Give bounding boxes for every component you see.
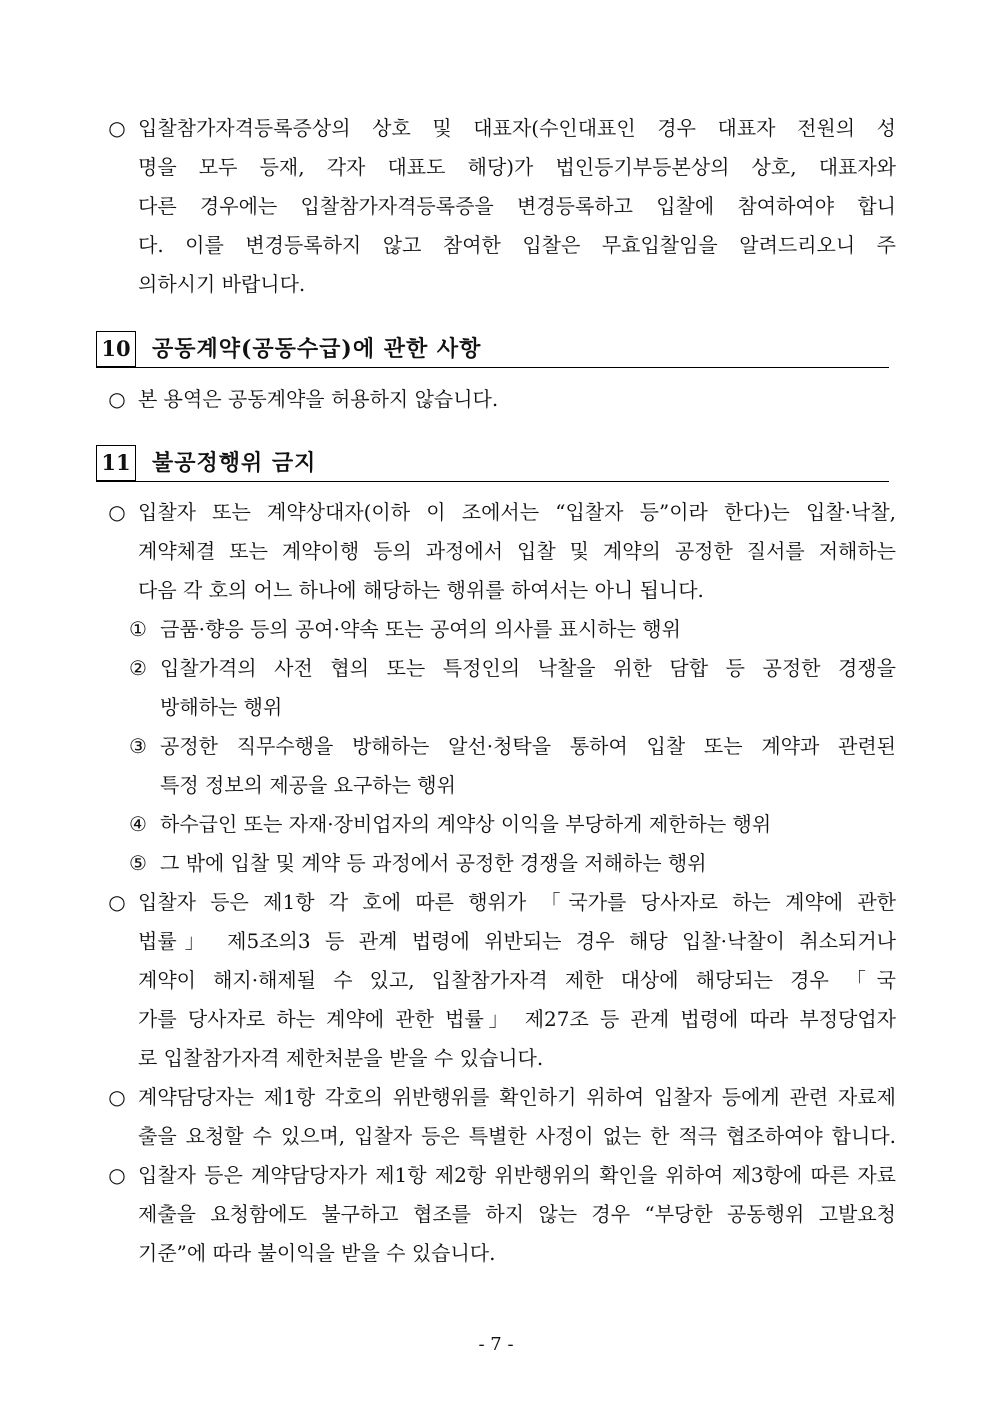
bullet-icon: ○ xyxy=(108,116,126,140)
list-item xyxy=(0,610,992,649)
paragraph-line xyxy=(0,1117,992,1156)
paragraph-text: 의하시기 바랍니다. xyxy=(138,272,306,296)
paragraph-text: 계약담당자는 제1항 각호의 위반행위를 확인하기 위하여 입찰자 등에게 관련 자료제 xyxy=(138,1085,896,1109)
paragraph-text: 로 입찰참가자격 제한처분을 받을 수 있습니다. xyxy=(138,1046,544,1070)
paragraph-line xyxy=(0,883,992,922)
paragraph-text: 다. 이를 변경등록하지 않고 참여한 입찰은 무효입찰임을 알려드리오니 주 xyxy=(138,233,896,257)
paragraph-text: 본 용역은 공동계약을 허용하지 않습니다. xyxy=(138,387,499,411)
paragraph-text: 출을 요청할 수 있으며, 입찰자 등은 특별한 사정이 없는 한 적극 협조하여야 합니다. xyxy=(138,1124,896,1148)
bullet-icon: ○ xyxy=(108,387,126,411)
paragraph-text: 법률」 제5조의3 등 관계 법령에 위반되는 경우 해당 입찰·낙찰이 취소되거나 xyxy=(138,929,896,953)
item-text: 공정한 직무수행을 방해하는 알선·청탁을 통하여 입찰 또는 계약과 관련된 xyxy=(160,734,896,758)
paragraph-line xyxy=(0,1000,992,1039)
paragraph-line xyxy=(0,1078,992,1117)
item-text: 입찰가격의 사전 협의 또는 특정인의 낙찰을 위한 담합 등 공정한 경쟁을 xyxy=(160,656,896,680)
list-item xyxy=(0,805,992,844)
paragraph-line xyxy=(0,532,992,571)
paragraph-line xyxy=(0,187,992,226)
paragraph-line xyxy=(0,493,992,532)
item-text: 그 밖에 입찰 및 계약 등 과정에서 공정한 경쟁을 저해하는 행위 xyxy=(160,851,707,875)
list-item xyxy=(0,844,992,883)
paragraph-line xyxy=(0,226,992,265)
section-number: 11 xyxy=(96,445,136,481)
section-title: 불공정행위 금지 xyxy=(152,450,317,476)
list-item xyxy=(0,649,992,688)
item-text: 하수급인 또는 자재·장비업자의 계약상 이익을 부당하게 제한하는 행위 xyxy=(160,812,772,836)
item-marker: ③ xyxy=(129,734,147,758)
paragraph-text: 다음 각 호의 어느 하나에 해당하는 행위를 하여서는 아니 됩니다. xyxy=(138,578,704,602)
item-text: 금품·향응 등의 공여·약속 또는 공여의 의사를 표시하는 행위 xyxy=(160,617,681,641)
item-text: 특정 정보의 제공을 요구하는 행위 xyxy=(160,773,456,797)
paragraph-text: 제출을 요청함에도 불구하고 협조를 하지 않는 경우 “부당한 공동행위 고발요청 xyxy=(138,1202,896,1226)
paragraph-line xyxy=(0,109,992,148)
paragraph-text: 기준”에 따라 불이익을 받을 수 있습니다. xyxy=(138,1241,496,1265)
list-item-continuation xyxy=(0,688,992,727)
item-marker: ④ xyxy=(129,812,147,836)
paragraph-text: 가를 당사자로 하는 계약에 관한 법률」 제27조 등 관계 법령에 따라 부정당업자 xyxy=(138,1007,896,1031)
list-item-continuation xyxy=(0,766,992,805)
paragraph-text: 계약이 해지·해제될 수 있고, 입찰참가자격 제한 대상에 해당되는 경우 「국 xyxy=(138,968,896,992)
item-marker: ① xyxy=(129,617,147,641)
paragraph-text: 입찰자 등은 제1항 각 호에 따른 행위가 「국가를 당사자로 하는 계약에 관한 xyxy=(138,890,896,914)
page-number: - 7 - xyxy=(478,1334,514,1355)
paragraph-line xyxy=(0,1156,992,1195)
bullet-icon: ○ xyxy=(108,1163,126,1187)
paragraph-text: 명을 모두 등재, 각자 대표도 해당)가 법인등기부등본상의 상호, 대표자와 xyxy=(138,155,896,179)
paragraph-line xyxy=(0,1195,992,1234)
paragraph-line xyxy=(0,1234,992,1273)
section-heading-10 xyxy=(96,331,889,368)
bullet-icon: ○ xyxy=(108,500,126,524)
paragraph-line xyxy=(0,148,992,187)
list-item xyxy=(0,727,992,766)
item-marker: ⑤ xyxy=(129,851,147,875)
paragraph-text: 입찰자 또는 계약상대자(이하 이 조에서는 “입찰자 등”이라 한다)는 입찰·낙찰, xyxy=(138,500,896,524)
item-marker: ② xyxy=(129,656,147,680)
paragraph-line xyxy=(0,265,992,304)
paragraph-text: 입찰자 등은 계약담당자가 제1항 제2항 위반행위의 확인을 위하여 제3항에 따른 자료 xyxy=(138,1163,896,1187)
paragraph-text: 입찰참가자격등록증상의 상호 및 대표자(수인대표인 경우 대표자 전원의 성 xyxy=(138,116,896,140)
section-number: 10 xyxy=(96,331,136,367)
paragraph-text: 다른 경우에는 입찰참가자격등록증을 변경등록하고 입찰에 참여하여야 합니 xyxy=(138,194,896,218)
bullet-icon: ○ xyxy=(108,890,126,914)
bullet-icon: ○ xyxy=(108,1085,126,1109)
paragraph-line xyxy=(0,922,992,961)
paragraph-line xyxy=(0,1039,992,1078)
item-text: 방해하는 행위 xyxy=(160,695,283,719)
paragraph-text: 계약체결 또는 계약이행 등의 과정에서 입찰 및 계약의 공정한 질서를 저해하는 xyxy=(138,539,896,563)
section-title: 공동계약(공동수급)에 관한 사항 xyxy=(152,336,482,362)
section-heading-11 xyxy=(96,445,889,482)
paragraph-line xyxy=(0,961,992,1000)
paragraph-line xyxy=(0,571,992,610)
paragraph-line xyxy=(0,380,992,419)
